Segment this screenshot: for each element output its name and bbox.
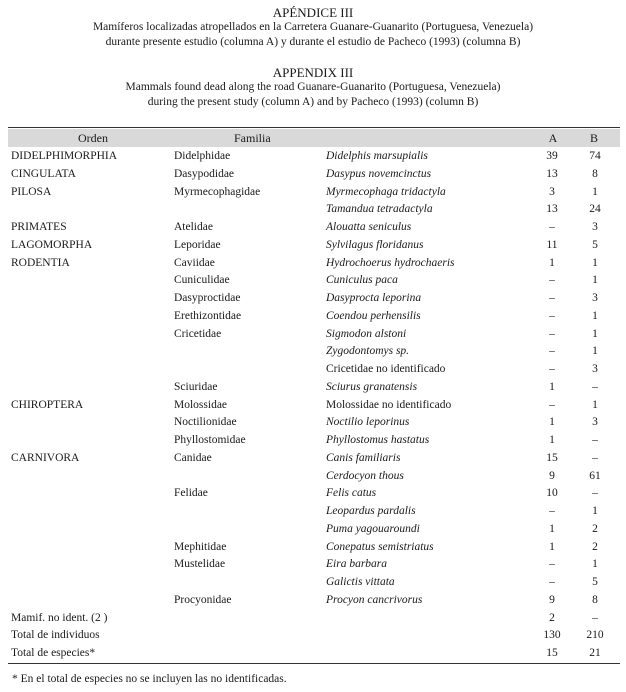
table-row (0, 468, 626, 486)
cell-b: 210 (586, 629, 604, 642)
cell-b: 1 (592, 274, 598, 287)
table-row (0, 255, 626, 273)
cell-a: – (549, 576, 555, 588)
cell-especie: Eira barbara (326, 558, 388, 571)
cell-b: 8 (592, 593, 598, 606)
cell-a: 1 (549, 540, 555, 553)
cell-b: 1 (592, 558, 598, 571)
cell-b: – (592, 451, 598, 464)
table-row (0, 521, 626, 539)
cell-especie: Noctilio leporinus (326, 416, 410, 429)
cell-b: 2 (592, 540, 598, 553)
cell-especie: Leopardus pardalis (326, 505, 416, 517)
cell-a: 130 (543, 629, 561, 642)
cell-b: – (592, 611, 598, 624)
cell-a: 1 (549, 434, 555, 446)
cell-orden: DIDELPHIMORPHIA (11, 150, 118, 162)
cell-a: 9 (549, 469, 555, 482)
cell-a: 1 (549, 416, 555, 429)
cell-a: 1 (549, 256, 555, 269)
cell-b: 21 (589, 647, 601, 659)
cell-familia: Leporidae (174, 238, 221, 251)
cell-a: – (549, 398, 555, 411)
cell-orden: CINGULATA (11, 167, 76, 180)
cell-a: – (549, 363, 555, 375)
header-column-a: A (548, 131, 558, 145)
cell-especie: Cricetidae no identificado (326, 363, 446, 375)
cell-a: 9 (549, 593, 555, 606)
table-row (0, 326, 626, 344)
cell-orden: Total de individuos (11, 629, 100, 642)
cell-familia: Procyonidae (174, 593, 232, 606)
cell-familia: Felidae (174, 487, 208, 500)
cell-especie: Galictis vittata (326, 576, 395, 588)
cell-familia: Molossidae (174, 398, 228, 411)
cell-especie: Sciurus granatensis (326, 380, 418, 393)
cell-orden: PILOSA (11, 185, 52, 198)
cell-especie: Sylvilagus floridanus (326, 238, 424, 251)
cell-a: – (549, 309, 555, 322)
cell-orden: CHIROPTERA (11, 398, 84, 411)
cell-especie: Sigmodon alstoni (326, 327, 407, 340)
cell-especie: Dasyprocta leporina (326, 292, 422, 304)
cell-especie: Molossidae no identificado (326, 398, 452, 411)
cell-orden: Total de especies* (11, 647, 96, 659)
cell-b: 5 (592, 576, 598, 588)
cell-a: 1 (549, 522, 555, 535)
cell-b: 1 (592, 345, 598, 358)
cell-especie: Felis catus (326, 487, 377, 500)
cell-familia: Noctilionidae (174, 416, 237, 429)
cell-orden: Mamif. no ident. (2 ) (11, 611, 108, 624)
cell-a: 13 (546, 167, 558, 180)
table-row (0, 539, 626, 557)
table-row (0, 272, 626, 290)
table-row (0, 166, 626, 184)
cell-familia: Phyllostomidae (174, 434, 246, 446)
table-row (0, 485, 626, 503)
cell-a: – (549, 327, 555, 340)
table-row (0, 290, 626, 308)
cell-especie: Conepatus semistriatus (326, 540, 434, 553)
cell-a: 2 (549, 611, 555, 624)
table-row (0, 148, 626, 166)
table-row (0, 308, 626, 326)
cell-familia: Dasyproctidae (174, 292, 241, 304)
cell-familia: Didelphidae (174, 150, 231, 162)
table-row (0, 503, 626, 521)
cell-b: 1 (592, 398, 598, 411)
table-row (0, 645, 626, 663)
cell-especie: Didelphis marsupialis (326, 150, 428, 162)
cell-b: 1 (592, 327, 598, 340)
cell-b: – (592, 380, 598, 393)
table-row (0, 574, 626, 592)
cell-b: 61 (589, 469, 601, 482)
cell-especie: Tamandua tetradactyla (326, 203, 433, 216)
cell-a: 13 (546, 203, 558, 216)
cell-especie: Alouatta seniculus (326, 221, 412, 233)
caption-es-line2: durante presente estudio (columna A) y durante el estudio de Pacheco (1993) (columna B) (105, 36, 521, 48)
cell-a: 11 (546, 238, 558, 251)
cell-b: – (592, 487, 598, 500)
cell-especie: Coendou perhensilis (326, 309, 421, 322)
table-row (0, 237, 626, 255)
cell-b: 1 (592, 505, 598, 517)
cell-familia: Myrmecophagidae (174, 185, 261, 198)
cell-b: – (592, 434, 598, 446)
cell-b: 3 (592, 416, 598, 429)
table-row (0, 219, 626, 237)
cell-a: 15 (546, 451, 558, 464)
cell-a: 3 (549, 185, 555, 198)
table-bottom-rule (8, 663, 620, 664)
table-row (0, 432, 626, 450)
cell-a: 1 (549, 380, 555, 393)
cell-b: 2 (592, 522, 598, 535)
header-column-b: B (589, 131, 598, 145)
cell-a: – (549, 345, 555, 358)
cell-familia: Caviidae (174, 256, 215, 269)
cell-especie: Hydrochoerus hydrochaeris (326, 256, 455, 269)
cell-a: – (549, 292, 555, 304)
cell-familia: Erethizontidae (174, 309, 242, 322)
table-row (0, 379, 626, 397)
appendix-title-en: APPENDIX III (272, 65, 354, 80)
cell-especie: Zygodontomys sp. (326, 345, 410, 358)
cell-especie: Cerdocyon thous (326, 469, 404, 482)
cell-a: 10 (546, 487, 558, 500)
cell-especie: Canis familiaris (326, 451, 401, 464)
cell-b: 8 (592, 167, 598, 180)
caption-en-line2: during the present study (column A) and by Pacheco (1993) (column B) (147, 96, 479, 108)
cell-especie: Cuniculus paca (326, 274, 398, 287)
cell-familia: Cuniculidae (174, 274, 230, 287)
table-row (0, 592, 626, 610)
appendix-title-es: APÉNDICE III (272, 5, 354, 20)
cell-b: 3 (592, 221, 598, 233)
cell-familia: Mustelidae (174, 558, 226, 571)
table-row (0, 627, 626, 645)
table-row (0, 414, 626, 432)
header-orden: Orden (78, 131, 108, 145)
cell-b: 3 (592, 292, 598, 304)
cell-a: – (549, 558, 555, 571)
cell-familia: Cricetidae (174, 327, 222, 340)
table-row (0, 184, 626, 202)
table-row (0, 361, 626, 379)
table-row (0, 450, 626, 468)
caption-es-line1: Mamíferos localizadas atropellados en la Carretera Guanare-Guanarito (Portuguesa, Venezuela) (92, 21, 534, 33)
cell-a: – (549, 505, 555, 517)
caption-en-line1: Mammals found dead along the road Guanare-Guanarito (Portuguesa, Venezuela) (125, 81, 501, 93)
cell-familia: Atelidae (174, 221, 213, 233)
cell-orden: CARNIVORA (11, 451, 80, 464)
cell-especie: Phyllostomus hastatus (326, 434, 430, 446)
cell-b: 24 (589, 203, 601, 216)
table-row (0, 343, 626, 361)
cell-especie: Procyon cancrivorus (326, 593, 423, 606)
cell-orden: LAGOMORPHA (11, 238, 93, 251)
cell-especie: Myrmecophaga tridactyla (326, 185, 446, 198)
cell-orden: PRIMATES (11, 221, 67, 233)
footnote: * En el total de especies no se incluyen las no identificadas. (12, 673, 287, 685)
cell-b: 1 (592, 309, 598, 322)
table-row (0, 201, 626, 219)
cell-a: – (549, 221, 555, 233)
cell-especie: Puma yagouaroundi (326, 522, 420, 535)
cell-b: 5 (592, 238, 598, 251)
cell-familia: Canidae (174, 451, 212, 464)
cell-familia: Sciuridae (174, 380, 218, 393)
cell-b: 1 (592, 185, 598, 198)
cell-familia: Dasypodidae (174, 167, 235, 180)
cell-a: – (549, 274, 555, 287)
table-row (0, 610, 626, 628)
cell-b: 74 (589, 150, 601, 162)
cell-familia: Mephitidae (174, 540, 227, 553)
cell-a: 39 (546, 150, 558, 162)
table-row (0, 556, 626, 574)
cell-a: 15 (546, 647, 558, 659)
cell-especie: Dasypus novemcinctus (326, 167, 432, 180)
cell-b: 1 (592, 256, 598, 269)
table-row (0, 397, 626, 415)
header-familia: Familia (234, 131, 271, 145)
cell-orden: RODENTIA (11, 256, 70, 269)
cell-b: 3 (592, 363, 598, 375)
